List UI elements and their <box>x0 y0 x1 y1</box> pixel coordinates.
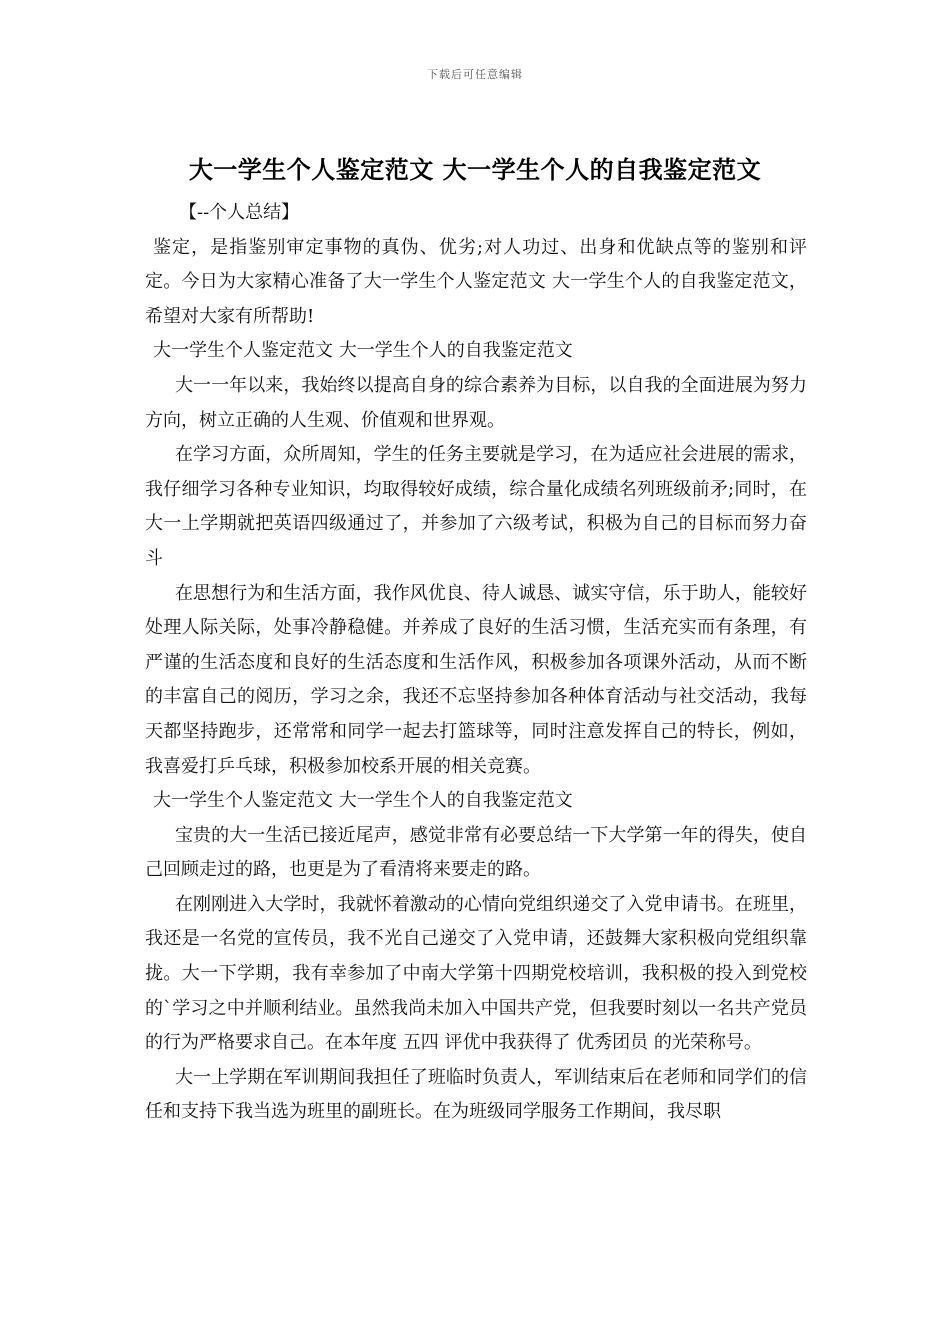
document-body <box>145 196 807 1130</box>
paragraph: 在刚刚进入大学时，我就怀着激动的心情向党组织递交了入党申请书。在班里，我还是一名党的宣传员，我不光自己递交了入党申请，还鼓舞大家积极向党组织靠拢。大一下学期，我有幸参加了中南大学第十四期党校培训，我积极的投入到党校的`学习之中并顺利结业。虽然我尚未加入中国共产党，但我要时刻以一名共产党员的行为严格要求自己。在本年度 五四 评优中我获得了 优秀团员 的光荣称号。 <box>145 893 807 1054</box>
paragraph: 宝贵的大一生活已接近尾声，感觉非常有必要总结一下大学第一年的得失，使自己回顾走过的路，也更是为了看清将来要走的路。 <box>145 824 807 881</box>
intro-paragraph: 鉴定，是指鉴别审定事物的真伪、优劣;对人功过、出身和优缺点等的鉴别和评定。今日为大家精心准备了大一学生个人鉴定范文 大一学生个人的自我鉴定范文，希望对大家有所帮助! <box>145 236 807 327</box>
section-heading-2: 大一学生个人鉴定范文 大一学生个人的自我鉴定范文 <box>153 790 573 812</box>
header-note: 下载后可任意编辑 <box>427 68 523 81</box>
paragraph: 在思想行为和生活方面，我作风优良、待人诚恳、诚实守信，乐于助人，能较好处理人际关际，处事冷静稳健。并养成了良好的生活习惯，生活充实而有条理，有严谨的生活态度和良好的生活态度和生活作风，积极参加各项课外活动，从而不断的丰富自己的阅历，学习之余，我还不忘坚持参加各种体育活动与社交活动，我每天都坚持跑步，还常常和同学一起去打篮球等，同时注意发挥自己的特长，例如，我喜爱打乒乓球，积极参加校系开展的相关竞赛。 <box>145 582 807 777</box>
paragraph: 在学习方面，众所周知，学生的任务主要就是学习，在为适应社会进展的需求，我仔细学习各种专业知识，均取得较好成绩，综合量化成绩名列班级前矛;同时，在大一上学期就把英语四级通过了，并参加了六级考试，积极为自己的目标而努力奋斗 <box>145 444 807 569</box>
document-title: 大一学生个人鉴定范文 大一学生个人的自我鉴定范文 <box>188 155 762 184</box>
section-heading-1: 大一学生个人鉴定范文 大一学生个人的自我鉴定范文 <box>153 340 573 362</box>
paragraph: 大一上学期在军训期间我担任了班临时负责人，军训结束后在老师和同学们的信任和支持下我当选为班里的副班长。在为班级同学服务工作期间，我尽职 <box>145 1066 807 1123</box>
category-tag: 【--个人总结】 <box>179 202 300 223</box>
paragraph: 大一一年以来，我始终以提高自身的综合素养为目标，以自我的全面进展为努力方向，树立正确的人生观、价值观和世界观。 <box>145 374 807 431</box>
